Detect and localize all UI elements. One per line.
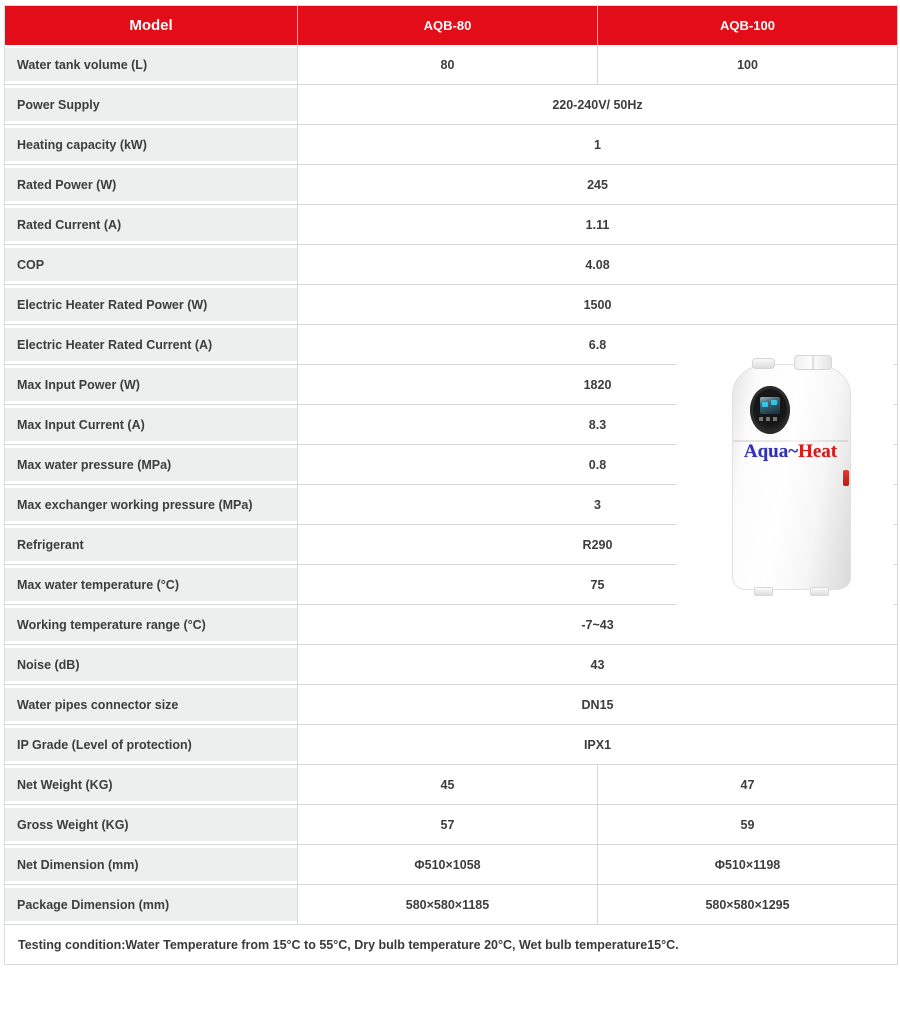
row-value: 580×580×1185 — [298, 885, 598, 925]
row-value: 0.8 — [298, 445, 898, 485]
row-value: 47 — [598, 765, 898, 805]
row-label: Refrigerant — [5, 525, 298, 565]
row-value: 1820 — [298, 365, 898, 405]
tank-foot-left — [754, 587, 773, 596]
table-row — [5, 845, 898, 885]
row-label: Package Dimension (mm) — [5, 885, 298, 925]
top-pipe-fitting-right — [794, 355, 832, 370]
brand-logo-heat: Heat — [798, 441, 838, 462]
table-row — [5, 765, 898, 805]
row-value: R290 — [298, 525, 898, 565]
row-label: Max water temperature (°C) — [5, 565, 298, 605]
row-label: Working temperature range (°C) — [5, 605, 298, 645]
row-value: 1.11 — [298, 205, 898, 245]
table-row — [5, 285, 898, 325]
row-value: 100 — [598, 45, 898, 85]
table-row — [5, 85, 898, 125]
row-label: Heating capacity (kW) — [5, 125, 298, 165]
table-row — [5, 725, 898, 765]
side-valve-icon — [843, 470, 849, 486]
row-value: 1500 — [298, 285, 898, 325]
panel-buttons-icon — [759, 417, 781, 421]
note-row — [5, 925, 898, 965]
row-value: DN15 — [298, 685, 898, 725]
row-label: Gross Weight (KG) — [5, 805, 298, 845]
row-value: 57 — [298, 805, 598, 845]
header-col-aqb80: AQB-80 — [298, 6, 598, 46]
row-value: 8.3 — [298, 405, 898, 445]
water-heater-tank — [732, 364, 851, 590]
row-value: 6.8 — [298, 325, 898, 365]
row-value: 580×580×1295 — [598, 885, 898, 925]
table-row — [5, 165, 898, 205]
table-row — [5, 205, 898, 245]
row-label: Noise (dB) — [5, 645, 298, 685]
control-panel — [750, 386, 790, 434]
header-model-cell: Model — [5, 6, 298, 46]
brand-logo-aqua: Aqua~ — [743, 441, 799, 462]
table-row — [5, 645, 898, 685]
header-col-aqb100: AQB-100 — [598, 6, 898, 46]
brand-logo — [732, 442, 849, 462]
row-label: Net Dimension (mm) — [5, 845, 298, 885]
row-label: Net Weight (KG) — [5, 765, 298, 805]
row-label: Rated Power (W) — [5, 165, 298, 205]
panel-display-icon — [760, 397, 780, 414]
row-value: 59 — [598, 805, 898, 845]
table-row — [5, 805, 898, 845]
spec-table-footer — [5, 925, 898, 965]
row-label: Max Input Power (W) — [5, 365, 298, 405]
table-row — [5, 885, 898, 925]
table-row — [5, 685, 898, 725]
row-value: 80 — [298, 45, 598, 85]
row-value: 45 — [298, 765, 598, 805]
row-value: Φ510×1198 — [598, 845, 898, 885]
header-row — [5, 6, 898, 46]
row-label: Max water pressure (MPa) — [5, 445, 298, 485]
spec-table-header — [5, 6, 898, 46]
display-segment-icon — [771, 400, 777, 405]
row-value: 245 — [298, 165, 898, 205]
row-label: Water tank volume (L) — [5, 45, 298, 85]
table-row — [5, 45, 898, 85]
row-value: IPX1 — [298, 725, 898, 765]
row-label: Electric Heater Rated Current (A) — [5, 325, 298, 365]
row-value: 43 — [298, 645, 898, 685]
row-label: COP — [5, 245, 298, 285]
row-value: 4.08 — [298, 245, 898, 285]
tank-foot-right — [810, 587, 829, 596]
table-row — [5, 245, 898, 285]
top-pipe-fitting-left — [752, 358, 775, 369]
row-value: Φ510×1058 — [298, 845, 598, 885]
row-value: 3 — [298, 485, 898, 525]
row-label: Electric Heater Rated Power (W) — [5, 285, 298, 325]
row-value: 75 — [298, 565, 898, 605]
row-label: Rated Current (A) — [5, 205, 298, 245]
row-label: Max Input Current (A) — [5, 405, 298, 445]
testing-condition-note: Testing condition:Water Temperature from 15°C to 55°C, Dry bulb temperature 20°C, Wet bulb temperature15°C. — [5, 925, 898, 965]
display-segment-icon — [762, 402, 768, 407]
row-value: 220-240V/ 50Hz — [298, 85, 898, 125]
row-label: Water pipes connector size — [5, 685, 298, 725]
row-value: 1 — [298, 125, 898, 165]
row-value: -7~43 — [298, 605, 898, 645]
row-label: IP Grade (Level of protection) — [5, 725, 298, 765]
row-label: Max exchanger working pressure (MPa) — [5, 485, 298, 525]
table-row — [5, 125, 898, 165]
row-label: Power Supply — [5, 85, 298, 125]
product-photo — [676, 356, 894, 630]
